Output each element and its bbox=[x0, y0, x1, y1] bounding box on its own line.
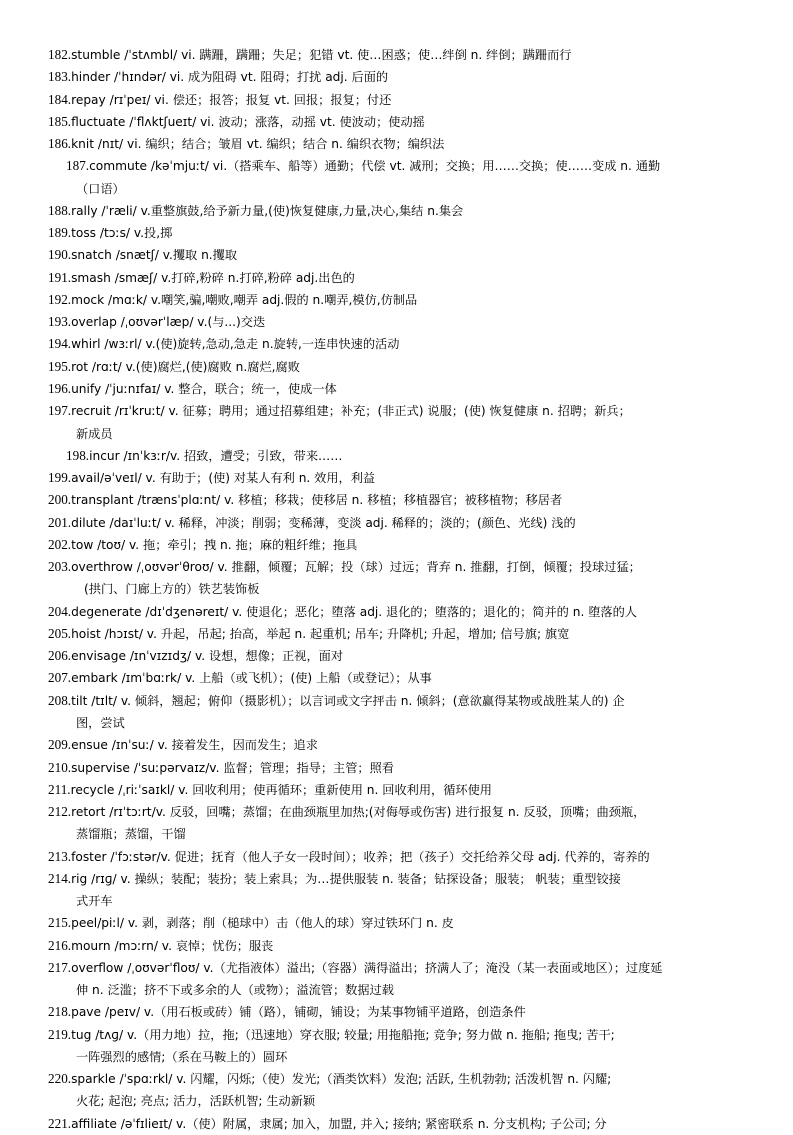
entry-number: 192. bbox=[48, 291, 72, 307]
entry-text: knit /nɪt/ vi. 编织；结合；皱眉 vt. 编织；结合 n. 编织衣物；编织法 bbox=[71, 137, 445, 152]
vocabulary-entry bbox=[48, 244, 745, 266]
entry-text: pave /peɪv/ v.（用石板或砖）铺（路），铺砌，铺设；为某事物铺平道路，创造条件 bbox=[71, 1005, 526, 1020]
entry-text: fluctuate /ˈflʌktʃueɪt/ vi. 波动；涨落，动摇 vt. 使波动；使动摇 bbox=[71, 114, 425, 129]
vocabulary-entry bbox=[48, 333, 745, 355]
entry-number: 191. bbox=[48, 269, 72, 285]
entry-number: 193. bbox=[48, 314, 72, 330]
entry-text: overlap /ˌoʊvərˈlæp/ v.(与...)交迭 bbox=[71, 315, 266, 330]
entry-text: whirl /wɜːrl/ v.(使)旋转,急动,急走 n.旋转,一连串快速的活动 bbox=[71, 337, 400, 352]
entry-number: 209. bbox=[48, 737, 72, 753]
entry-text: sparkle /ˈspɑːrkl/ v. 闪耀，闪烁;（使）发光;（酒类饮料）发泡; 活跃, 生机勃勃; 活泼机智 n. 闪耀; bbox=[71, 1072, 612, 1087]
entry-number: 188. bbox=[48, 202, 72, 218]
vocabulary-entry bbox=[48, 44, 745, 66]
entry-text: overthrow /ˌoʊvərˈθroʊ/ v. 推翻，倾覆；瓦解；投（球）过远；背弃 n. 推翻，打倒，倾覆；投球过猛； bbox=[71, 560, 641, 575]
entry-text: repay /rɪˈpeɪ/ vi. 偿还；报答；报复 vt. 回报；报复；付还 bbox=[71, 92, 392, 107]
entry-number: 187. bbox=[66, 158, 90, 174]
vocabulary-entry bbox=[48, 133, 745, 155]
vocabulary-entry bbox=[48, 935, 745, 957]
entry-number: 220. bbox=[48, 1071, 72, 1087]
entry-text: avail/əˈveɪl/ v. 有助于；(使) 对某人有利 n. 效用，利益 bbox=[71, 471, 376, 486]
entry-number: 211. bbox=[48, 781, 71, 797]
vocabulary-entry-continuation bbox=[48, 423, 745, 445]
entry-number: 215. bbox=[48, 915, 72, 931]
entry-number: 219. bbox=[48, 1026, 72, 1042]
entry-text: snatch /snætʃ/ v.攫取 n.攫取 bbox=[71, 248, 238, 263]
vocabulary-entry bbox=[48, 467, 745, 489]
vocabulary-entry bbox=[48, 111, 745, 133]
vocabulary-entry bbox=[48, 400, 745, 422]
vocabulary-list bbox=[48, 44, 745, 1135]
vocabulary-entry bbox=[48, 779, 745, 801]
entry-text: commute /kəˈmjuːt/ vi.（搭乘车、船等）通勤；代偿 vt. 减刑；交换；用……交换；使……变成 n. 通勤 bbox=[89, 159, 661, 174]
vocabulary-entry-continuation bbox=[48, 890, 745, 912]
entry-number: 185. bbox=[48, 113, 72, 129]
entry-text: 新成员 bbox=[76, 426, 113, 441]
entry-text: 伸 n. 泛滥；挤不下或多余的人（或物）；溢流管；数据过载 bbox=[76, 983, 394, 998]
entry-text: recruit /rɪˈkruːt/ v. 征募；聘用；通过招募组建；补充；(非正式) 说服；(使) 恢复健康 n. 招聘；新兵； bbox=[71, 404, 631, 419]
entry-number: 221. bbox=[48, 1115, 72, 1131]
entry-text: dilute /daɪˈluːt/ v. 稀释，冲淡；削弱；变稀薄，变淡 adj. 稀释的；淡的；(颜色、光线) 浅的 bbox=[71, 515, 576, 530]
entry-text: rally /ˈræli/ v.重整旗鼓,给予新力量,(使)恢复健康,力量,决心,集结 n.集会 bbox=[71, 203, 464, 218]
entry-number: 186. bbox=[48, 136, 72, 152]
entry-text: incur /ɪnˈkɜːr/v. 招致，遭受；引致，带来…… bbox=[89, 448, 343, 463]
vocabulary-entry bbox=[48, 645, 745, 667]
vocabulary-entry bbox=[48, 311, 745, 333]
vocabulary-entry-continuation bbox=[48, 823, 745, 845]
entry-text: 式开车 bbox=[76, 894, 113, 909]
vocabulary-entry bbox=[48, 912, 745, 934]
entry-text: 一阵强烈的感情;（系在马鞍上的）圆环 bbox=[76, 1049, 288, 1064]
entry-number: 204. bbox=[48, 603, 72, 619]
entry-text: mock /mɑːk/ v.嘲笑,骗,嘲败,嘲弄 adj.假的 n.嘲弄,模仿,仿制品 bbox=[71, 292, 418, 307]
vocabulary-entry bbox=[48, 556, 745, 578]
vocabulary-entry-continuation bbox=[48, 1046, 745, 1068]
entry-text: 图，尝试 bbox=[76, 715, 125, 730]
entry-text: hoist /hɔɪst/ v. 升起，吊起; 抬高，举起 n. 起重机; 吊车; 升降机; 升起，增加; 信号旗; 旗宽 bbox=[71, 626, 570, 641]
entry-text: （口语） bbox=[76, 181, 125, 196]
entry-number: 198. bbox=[66, 447, 90, 463]
vocabulary-entry bbox=[48, 1024, 745, 1046]
vocabulary-entry bbox=[48, 489, 745, 511]
entry-text: 蒸馏瓶；蒸馏，干馏 bbox=[76, 827, 186, 842]
entry-number: 201. bbox=[48, 514, 72, 530]
entry-number: 183. bbox=[48, 69, 72, 85]
entry-number: 182. bbox=[48, 47, 72, 62]
vocabulary-entry bbox=[48, 734, 745, 756]
entry-text: retort /rɪˈtɔːrt/v. 反驳，回嘴；蒸馏；在曲颈瓶里加热;(对侮辱或伤害) 进行报复 n. 反驳，顶嘴；曲颈瓶， bbox=[71, 805, 646, 820]
entry-number: 216. bbox=[48, 937, 72, 953]
entry-text: rig /rɪɡ/ v. 操纵；装配；装扮；装上索具；为…提供服装 n. 装备；钻探设备；服装； 帆装；重型铰接 bbox=[71, 871, 621, 886]
vocabulary-entry bbox=[48, 267, 745, 289]
entry-text: unify /ˈjuːnɪfaɪ/ v. 整合，联合；统一，使成一体 bbox=[71, 381, 337, 396]
entry-text: toss /tɔːs/ v.投,掷 bbox=[71, 226, 173, 241]
entry-text: tilt /tɪlt/ v. 倾斜，翘起；俯仰（摄影机）；以言词或文字抨击 n. 倾斜；(意欲赢得某物或战胜某人的) 企 bbox=[71, 693, 625, 708]
entry-number: 214. bbox=[48, 870, 72, 886]
vocabulary-entry bbox=[48, 155, 745, 177]
entry-number: 190. bbox=[48, 247, 72, 263]
entry-number: 199. bbox=[48, 470, 72, 486]
entry-text: foster /ˈfɔːstər/v. 促进；抚育（他人子女一段时间）；收养；把（孩子）交托给养父母 adj. 代养的，寄养的 bbox=[71, 849, 650, 864]
entry-number: 210. bbox=[48, 759, 72, 775]
vocabulary-entry bbox=[48, 667, 745, 689]
vocabulary-entry bbox=[48, 957, 745, 979]
vocabulary-entry bbox=[48, 846, 745, 868]
vocabulary-entry bbox=[48, 1113, 745, 1135]
vocabulary-entry bbox=[48, 289, 745, 311]
vocabulary-entry bbox=[48, 690, 745, 712]
entry-number: 196. bbox=[48, 380, 72, 396]
vocabulary-entry bbox=[48, 868, 745, 890]
entry-number: 194. bbox=[48, 336, 72, 352]
entry-text: affiliate /əˈfɪlieɪt/ v.（使）附属，隶属; 加入，加盟, 并入; 接纳; 紧密联系 n. 分支机构; 子公司; 分 bbox=[71, 1116, 607, 1131]
entry-text: ensue /ɪnˈsuː/ v. 接着发生，因而发生；追求 bbox=[71, 738, 318, 753]
entry-number: 195. bbox=[48, 358, 72, 374]
vocabulary-entry bbox=[48, 89, 745, 111]
entry-text: overflow /ˌoʊvərˈfloʊ/ v.（尤指液体）溢出;（容器）满得溢出；挤满人了；淹没（某一表面或地区）；过度延 bbox=[71, 960, 663, 975]
entry-number: 212. bbox=[48, 804, 72, 820]
vocabulary-entry bbox=[48, 757, 745, 779]
vocabulary-entry bbox=[48, 1001, 745, 1023]
entry-number: 208. bbox=[48, 692, 72, 708]
entry-text: envisage /ɪnˈvɪzɪdʒ/ v. 设想，想像；正视，面对 bbox=[71, 649, 344, 664]
entry-text: 火花; 起泡; 亮点; 活力，活跃机智; 生动新颖 bbox=[76, 1094, 316, 1109]
entry-number: 218. bbox=[48, 1004, 72, 1020]
entry-number: 207. bbox=[48, 670, 72, 686]
vocabulary-entry bbox=[48, 222, 745, 244]
entry-text: transplant /trænsˈplɑːnt/ v. 移植；移栽；使移居 n. 移植；移植器官；被移植物；移居者 bbox=[71, 493, 563, 508]
vocabulary-entry-continuation bbox=[48, 712, 745, 734]
entry-number: 206. bbox=[48, 648, 72, 664]
entry-number: 213. bbox=[48, 848, 72, 864]
entry-text: peel/piːl/ v. 剥，剥落；削（槌球中）击（他人的球）穿过铁环门 n. 皮 bbox=[71, 916, 454, 931]
entry-number: 197. bbox=[48, 403, 72, 419]
entry-text: embark /ɪmˈbɑːrk/ v. 上船（或飞机）；(使) 上船（或登记）；从事 bbox=[71, 671, 432, 686]
vocabulary-entry bbox=[48, 378, 745, 400]
vocabulary-entry bbox=[48, 534, 745, 556]
entry-text: rot /rɑːt/ v.(使)腐烂,(使)腐败 n.腐烂,腐败 bbox=[71, 359, 300, 374]
vocabulary-entry-continuation bbox=[48, 1090, 745, 1112]
vocabulary-entry bbox=[48, 1068, 745, 1090]
entry-text: supervise /ˈsuːpərvaɪz/v. 监督；管理；指导；主管；照看 bbox=[71, 760, 394, 775]
entry-number: 205. bbox=[48, 625, 72, 641]
entry-text: stumble /ˈstʌmbl/ vi. 蹒跚，蹒跚；失足；犯错 vt. 使…困惑；使…绊倒 n. 绊倒；蹒跚而行 bbox=[71, 48, 572, 62]
vocabulary-entry-continuation bbox=[48, 578, 745, 600]
vocabulary-entry-continuation bbox=[48, 178, 745, 200]
vocabulary-entry bbox=[48, 601, 745, 623]
vocabulary-entry bbox=[48, 356, 745, 378]
entry-text: degenerate /dɪˈdʒenəreɪt/ v. 使退化；恶化；堕落 adj. 退化的；堕落的；退化的；简并的 n. 堕落的人 bbox=[71, 604, 637, 619]
entry-number: 184. bbox=[48, 91, 72, 107]
vocabulary-entry bbox=[48, 445, 745, 467]
entry-number: 202. bbox=[48, 536, 72, 552]
vocabulary-entry bbox=[48, 623, 745, 645]
entry-text: (拱门、门廊上方的）铁艺装饰板 bbox=[84, 582, 260, 597]
entry-text: tug /tʌɡ/ v.（用力地）拉，拖;（迅速地）穿衣服; 较量; 用拖船拖; 竞争; 努力做 n. 拖船; 拖曳; 苦干; bbox=[71, 1027, 615, 1042]
vocabulary-entry-continuation bbox=[48, 979, 745, 1001]
entry-number: 203. bbox=[48, 559, 72, 575]
entry-text: recycle /ˌriːˈsaɪkl/ v. 回收利用；使再循环；重新使用 n. 回收利用，循环使用 bbox=[70, 782, 492, 797]
entry-text: hinder /ˈhɪndər/ vi. 成为阻碍 vt. 阻碍；打扰 adj. 后面的 bbox=[71, 70, 389, 85]
entry-number: 217. bbox=[48, 959, 72, 975]
vocabulary-entry bbox=[48, 200, 745, 222]
vocabulary-entry bbox=[48, 66, 745, 88]
vocabulary-entry bbox=[48, 512, 745, 534]
vocabulary-entry bbox=[48, 801, 745, 823]
entry-text: smash /smæʃ/ v.打碎,粉碎 n.打碎,粉碎 adj.出色的 bbox=[71, 270, 355, 285]
entry-text: mourn /mɔːrn/ v. 哀悼；忧伤；服丧 bbox=[71, 938, 274, 953]
entry-number: 189. bbox=[48, 225, 72, 241]
entry-number: 200. bbox=[48, 492, 72, 508]
entry-text: tow /toʊ/ v. 拖；牵引；拽 n. 拖；麻的粗纤维；拖具 bbox=[71, 537, 358, 552]
